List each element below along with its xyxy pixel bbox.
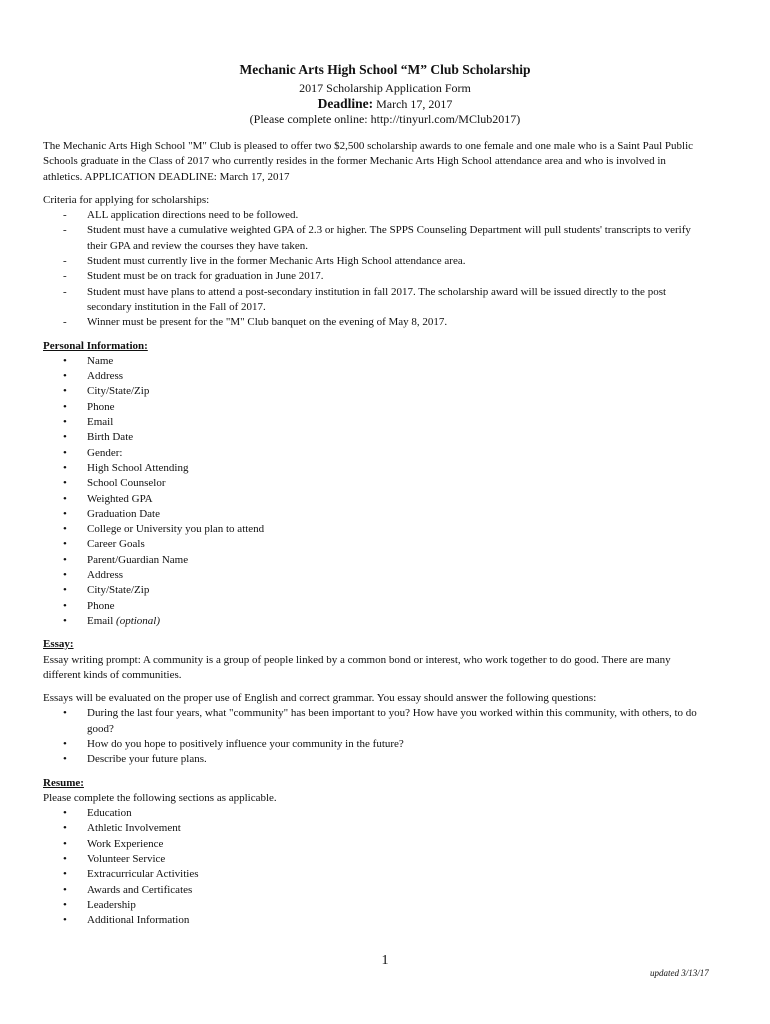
essay-heading: Essay:: [43, 638, 74, 651]
list-item: • School Counselor: [43, 476, 703, 491]
online-instructions: (Please complete online: http://tinyurl.com/MClub2017): [249, 112, 521, 126]
document-subtitle: 2017 Scholarship Application Form: [299, 81, 471, 95]
list-item: • Extracurricular Activities: [43, 867, 703, 882]
list-item: - Student must currently live in the former Mechanic Arts High School attendance area.: [43, 254, 703, 269]
personal-list: [43, 354, 703, 614]
personal-heading: Personal Information:: [43, 339, 148, 352]
resume-instructions: Please complete the following sections as applicable.: [43, 791, 277, 804]
list-item: • College or University you plan to attend: [43, 522, 703, 537]
list-item: • Additional Information: [43, 913, 703, 928]
list-item: • Name: [43, 354, 703, 369]
deadline-value: March 17, 2017: [373, 97, 453, 111]
essay-prompt: Essay writing prompt: A community is a group of people linked by a common bond or interest, who work together to do good. There are many different kinds of communities.: [43, 653, 671, 681]
page-number: 1: [381, 953, 389, 968]
criteria-heading: Criteria for applying for scholarships:: [43, 193, 210, 206]
list-item: • Gender:: [43, 446, 703, 461]
personal-last-item: Email: [87, 614, 114, 627]
list-item: [43, 614, 703, 629]
list-item: • Volunteer Service: [43, 852, 703, 867]
list-item: • Graduation Date: [43, 507, 703, 522]
list-item: • High School Attending: [43, 461, 703, 476]
list-item: • Career Goals: [43, 537, 703, 552]
resume-list: [43, 806, 703, 928]
list-item: • Parent/Guardian Name: [43, 553, 703, 568]
list-item: - Winner must be present for the "M" Club banquet on the evening of May 8, 2017.: [43, 315, 703, 330]
list-item: • How do you hope to positively influence your community in the future?: [43, 737, 703, 752]
intro-paragraph: The Mechanic Arts High School "M" Club is pleased to offer two $2,500 scholarship awards to one female and one male who is a Saint Paul Public Schools graduate in the Class of 2017 who currently resides in the former Mechanic Arts High School attendance area and who is involved in athletics. APPLICATION DEADLINE: March 17, 2017: [43, 140, 694, 183]
list-item: • Education: [43, 806, 703, 821]
list-item: • Athletic Involvement: [43, 821, 703, 836]
list-item: • Phone: [43, 599, 703, 614]
list-item: • Awards and Certificates: [43, 883, 703, 898]
essay-evaluation: Essays will be evaluated on the proper use of English and correct grammar. You essay should answer the following questions:: [43, 692, 597, 705]
list-item: - ALL application directions need to be followed.: [43, 208, 703, 223]
list-item: • Address: [43, 369, 703, 384]
list-item: • Leadership: [43, 898, 703, 913]
list-item: • Weighted GPA: [43, 492, 703, 507]
list-item: • City/State/Zip: [43, 583, 703, 598]
list-item: - Student must be on track for graduation in June 2017.: [43, 269, 703, 284]
document-title: Mechanic Arts High School “M” Club Scholarship: [239, 62, 531, 77]
personal-list-last: [43, 614, 703, 629]
document-body: [43, 139, 703, 929]
list-item: - Student must have a cumulative weighted GPA of 2.3 or higher. The SPPS Counseling Department will pull students' transcripts to verify their GPA and review the courses they have taken.: [43, 223, 703, 254]
resume-heading: Resume:: [43, 776, 84, 789]
optional-note: (optional): [116, 614, 161, 627]
essay-questions-list: [43, 706, 703, 767]
list-item: • Describe your future plans.: [43, 752, 703, 767]
list-item: • Birth Date: [43, 430, 703, 445]
list-item: • Address: [43, 568, 703, 583]
list-item: - Student must have plans to attend a post-secondary institution in fall 2017. The scholarship award will be issued directly to the post secondary institution in the Fall of 2017.: [43, 285, 703, 316]
list-item: • During the last four years, what "community" has been important to you? How have you worked within this community, with others, to do good?: [43, 706, 703, 737]
list-item: • City/State/Zip: [43, 384, 703, 399]
deadline-line: [0, 96, 770, 112]
list-item: • Email: [43, 415, 703, 430]
updated-date: updated 3/13/17: [650, 968, 709, 978]
list-item: • Work Experience: [43, 837, 703, 852]
criteria-list: [43, 208, 703, 330]
list-item: • Phone: [43, 400, 703, 415]
deadline-label: Deadline:: [317, 96, 374, 111]
